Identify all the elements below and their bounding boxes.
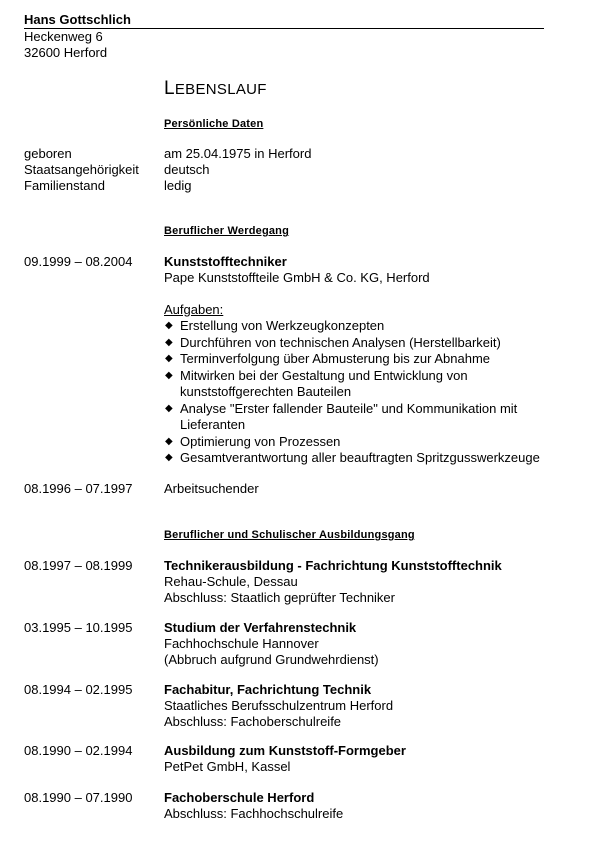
- diamond-bullet-icon: ◆: [165, 435, 173, 447]
- job-title: Kunststofftechniker: [164, 254, 287, 269]
- entry-institution: Fachhochschule Hannover: [164, 636, 319, 651]
- entry-institution: Abschluss: Fachhochschulreife: [164, 806, 344, 821]
- company-name: Pape Kunststoffteile GmbH & Co. KG, Herford: [164, 270, 430, 285]
- entry-content: [164, 790, 584, 822]
- task-text: Lieferanten: [180, 417, 246, 432]
- address-block: [24, 12, 544, 61]
- entry-title: Technikerausbildung - Fachrichtung Kunststofftechnik: [164, 558, 502, 573]
- value-nationality: deutsch: [164, 162, 210, 177]
- entry-detail: Abschluss: Fachoberschulreife: [164, 714, 342, 729]
- entry-detail: (Abbruch aufgrund Grundwehrdienst): [164, 652, 379, 667]
- label-nationality: Staatsangehörigkeit: [24, 162, 139, 177]
- entry-content: [164, 481, 584, 497]
- label-born: geboren: [24, 146, 72, 161]
- entry-content: [164, 558, 584, 606]
- entry-content: [164, 743, 584, 775]
- street-address: Heckenweg 6: [24, 29, 103, 44]
- task-text: Erstellung von Werkzeugkonzepten: [180, 318, 385, 333]
- entry-date: 08.1996 – 07.1997: [24, 481, 133, 496]
- entry-detail: Abschluss: Staatlich geprüfter Techniker: [164, 590, 395, 605]
- task-text: kunststoffgerechten Bauteilen: [180, 384, 352, 399]
- diamond-bullet-icon: ◆: [165, 320, 173, 331]
- tasks-label: Aufgaben:: [164, 302, 224, 317]
- entry-date: 08.1990 – 02.1994: [24, 743, 133, 758]
- task-item-continuation: [164, 384, 584, 401]
- task-item: [164, 368, 584, 385]
- task-item: [164, 450, 584, 467]
- task-item: [164, 335, 584, 352]
- document-title: [164, 78, 267, 100]
- job-title: Arbeitsuchender: [164, 481, 259, 496]
- education-heading: Beruflicher und Schulischer Ausbildungsgang: [164, 529, 415, 541]
- task-text: Mitwirken bei der Gestaltung und Entwicklung von: [180, 367, 468, 383]
- title-rest: EBENSLAUF: [174, 81, 267, 98]
- entry-title: Studium der Verfahrenstechnik: [164, 620, 357, 635]
- value-born: am 25.04.1975 in Herford: [164, 146, 312, 161]
- entry-content: [164, 254, 584, 467]
- diamond-bullet-icon: ◆: [165, 369, 173, 381]
- entry-title: Fachoberschule Herford: [164, 790, 315, 805]
- entry-title: Ausbildung zum Kunststoff-Formgeber: [164, 743, 406, 758]
- entry-institution: Staatliches Berufsschulzentrum Herford: [164, 698, 394, 713]
- task-item: [164, 434, 584, 451]
- diamond-bullet-icon: ◆: [165, 452, 173, 463]
- entry-date: 08.1997 – 08.1999: [24, 558, 133, 573]
- task-item: [164, 401, 584, 418]
- entry-date: 08.1990 – 07.1990: [24, 790, 133, 805]
- value-marital-status: ledig: [164, 178, 192, 193]
- title-initial: L: [164, 78, 175, 99]
- task-item: [164, 351, 584, 368]
- label-marital-status: Familienstand: [24, 178, 105, 193]
- diamond-bullet-icon: ◆: [165, 402, 173, 414]
- entry-date: 09.1999 – 08.2004: [24, 254, 133, 269]
- entry-institution: Rehau-Schule, Dessau: [164, 574, 298, 589]
- entry-date: 03.1995 – 10.1995: [24, 620, 133, 635]
- entry-content: [164, 620, 584, 668]
- career-heading: Beruflicher Werdegang: [164, 225, 290, 237]
- task-text: Gesamtverantwortung aller beauftragten Spritzgusswerkzeuge: [180, 450, 540, 465]
- personal-data-heading: Persönliche Daten: [164, 118, 264, 130]
- diamond-bullet-icon: ◆: [165, 353, 173, 364]
- applicant-name: Hans Gottschlich: [24, 12, 544, 29]
- entry-title: Fachabitur, Fachrichtung Technik: [164, 682, 372, 697]
- task-item: [164, 318, 584, 335]
- entry-date: 08.1994 – 02.1995: [24, 682, 133, 697]
- task-item-continuation: [164, 417, 584, 434]
- entry-content: [164, 682, 584, 730]
- task-text: Optimierung von Prozessen: [180, 433, 341, 449]
- task-text: Terminverfolgung über Abmusterung bis zur Abnahme: [180, 351, 491, 366]
- city-address: 32600 Herford: [24, 45, 108, 60]
- diamond-bullet-icon: ◆: [165, 336, 173, 348]
- task-text: Analyse "Erster fallender Bauteile" und Kommunikation mit: [180, 400, 518, 416]
- task-text: Durchführen von technischen Analysen (Herstellbarkeit): [180, 334, 501, 350]
- tasks-list: [164, 318, 584, 467]
- entry-institution: PetPet GmbH, Kassel: [164, 759, 291, 774]
